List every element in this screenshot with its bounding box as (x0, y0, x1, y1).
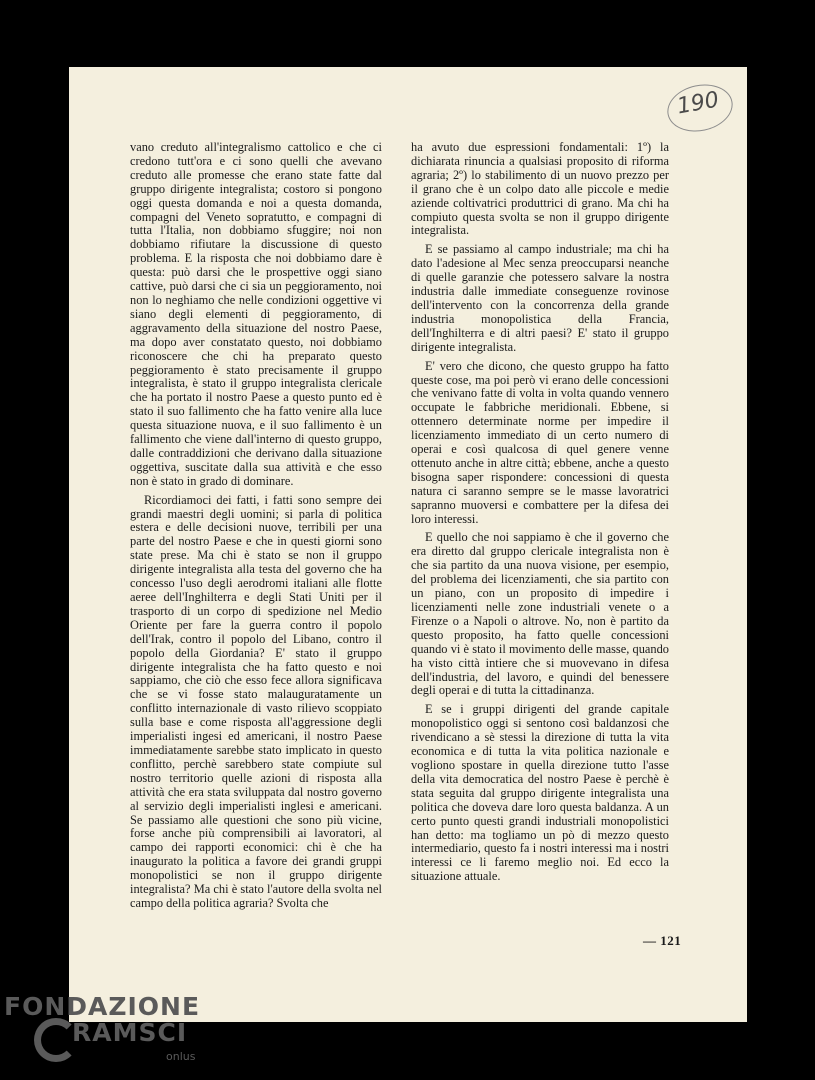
paragraph: E se i gruppi dirigenti del grande capitale monopolistico oggi si sentono così baldanzosi che rivendicano a sè stessi la direzione di tutta la vita economica e di tutta la vita politica nazionale e vogliono spostare in quella direzione tutto l'asse della vita democratica del nostro Paese è perchè è stata seguita dal gruppo dirigente integralista una politica che doveva dare loro questa baldanza. A un certo punto questi grandi industriali monopolistici han detto: ma togliamo un pò di mezzo questo intermediario, questo fa i nostri interessi ma i nostri interessi ce li faremo meglio noi. Ed ecco la situazione attuale. (411, 702, 669, 884)
paragraph: vano creduto all'integralismo cattolico e che ci credono tutt'ora e ci sono quelli che avevano creduto alle promesse che erano state fatte dal gruppo dirigente integralista; costoro si pongono oggi questa domanda e noi a questa domanda, compagni del Veneto sopratutto, e compagni di tutta l'Italia, non dobbiamo sfuggire; noi non dobbiamo rifiutare la discussione di questo problema. E la risposta che noi dobbiamo dare è questa: può darsi che le prospettive oggi siano cattive, può darsi che ci sia un peggioramento, noi non lo neghiamo che nelle condizioni oggettive vi siano degli elementi di peggioramento, di aggravamento della situazione del nostro Paese, ma dopo aver constatato questo, noi dobbiamo riconoscere che chi ha preparato questo peggioramento è stato precisamente il gruppo integralista, è stato il gruppo integralista clericale che ha portato il nostro Paese a questo punto ed è stato il suo fallimento che ha fatto venire alla luce questa situazione nuova, e il suo fallimento è un fallimento che viene dall'interno di questo gruppo, dalle contraddizioni che derivano dalla situazione oggettiva, suscitate dalla sua attività e che esso non è stato in grado di dominare. (130, 140, 382, 488)
document-page (69, 67, 747, 1022)
watermark-logo (4, 992, 224, 1072)
paragraph: Ricordiamoci dei fatti, i fatti sono sempre dei grandi maestri degli uomini; si parla di politica estera e delle decisioni nuove, terribili per una parte del nostro Paese e che in questi giorni sono state prese. Ma chi è stato se non il gruppo dirigente integralista alla testa del governo che ha concesso l'uso degli aerodromi italiani alle flotte aeree dell'Inghilterra e degli Stati Uniti per il trasporto di un corpo di spedizione nel Medio Oriente per fare la guerra contro il popolo dell'Irak, contro il popolo del Libano, contro il popolo della Giordania? E' stato il gruppo dirigente integralista che ha fatto questo e noi sappiamo, che ciò che esso fece allora significava che se vi fosse stato malauguratamente un conflitto internazionale di vasto rilievo scoppiato sulla base e come risposta all'aggressione degli imperialisti ingesi ed americani, il nostro Paese immediatamente sarebbe stato implicato in questo conflitto, perchè sarebbero state compiute sul nostro territorio quelle azioni di risposta alla attività che era stata sviluppata dal nostro governo al servizio degli imperialisti inglesi e americani. Se passiamo alle questioni che sono più vicine, forse anche più comprensibili ai lavoratori, al campo dei rapporti economici: chi è che ha inaugurato la politica a favore dei grandi gruppi monopolistici se non il gruppo dirigente integralista? Ma chi è stato l'autore della svolta nel campo della politica agraria? Svolta che (130, 492, 382, 910)
watermark-line2: RAMSCI (72, 1018, 188, 1047)
text-column-left (130, 141, 382, 911)
watermark-line1: FONDAZIONE (4, 992, 201, 1021)
paragraph: E' vero che dicono, che questo gruppo ha fatto queste cose, ma poi però vi erano delle concessioni che venivano fatte di volta in volta quando vennero occupate le fabbriche meridionali. Ebbene, si ottennero determinate norme per impedire il licenziamento immediato di un certo numero di operai e così qualcosa di quel genere venne ottenuto anche in altre città; ebbene, anche a questo bisogna saper rispondere: concessioni di questa natura ci saranno sempre se le masse lavoratrici sapranno muoversi e combattere per la difesa dei loro interessi. (411, 358, 669, 526)
paragraph: E quello che noi sappiamo è che il governo che era diretto dal gruppo clericale integralista non è che sia partito da una nuova visione, per esempio, del problema dei licenziamenti, che sia partito con un piano, con un proposito di impedire i licenziamenti nelle zone industriali venete o a Firenze o a Napoli o altrove. No, non è partito da questo proposito, ha fatto quelle concessioni quando vi è stato il movimento delle masse, quando ha visto città intiere che si muovevano in difesa dell'industria, del lavoro, e quindi del benessere degli operai e di tutta la cittadinanza. (411, 530, 669, 698)
text-column-right (411, 141, 669, 884)
page-number: — 121 (643, 933, 682, 948)
watermark-suffix: onlus (166, 1050, 196, 1063)
paragraph: E se passiamo al campo industriale; ma chi ha dato l'adesione al Mec senza preoccuparsi neanche di quelle garanzie che potessero salvare la nostra industria dalle immediate conseguenze rovinose dell'intervento con la concorrenza della grande industria monopolistica della Francia, dell'Inghilterra e di altri paesi? E' stato il gruppo dirigente integralista. (411, 242, 669, 354)
archive-stamp-number: 190 (675, 87, 721, 120)
paragraph: ha avuto due espressioni fondamentali: 1º) la dichiarata rinuncia a qualsiasi proposito di riforma agraria; 2º) lo stabilimento di un nuovo prezzo per il grano che è un colpo dato alle piccole e medie aziende coltivatrici produttrici di grano. Ma chi ha compiuto questa svolta se non il gruppo dirigente integralista. (411, 140, 669, 238)
